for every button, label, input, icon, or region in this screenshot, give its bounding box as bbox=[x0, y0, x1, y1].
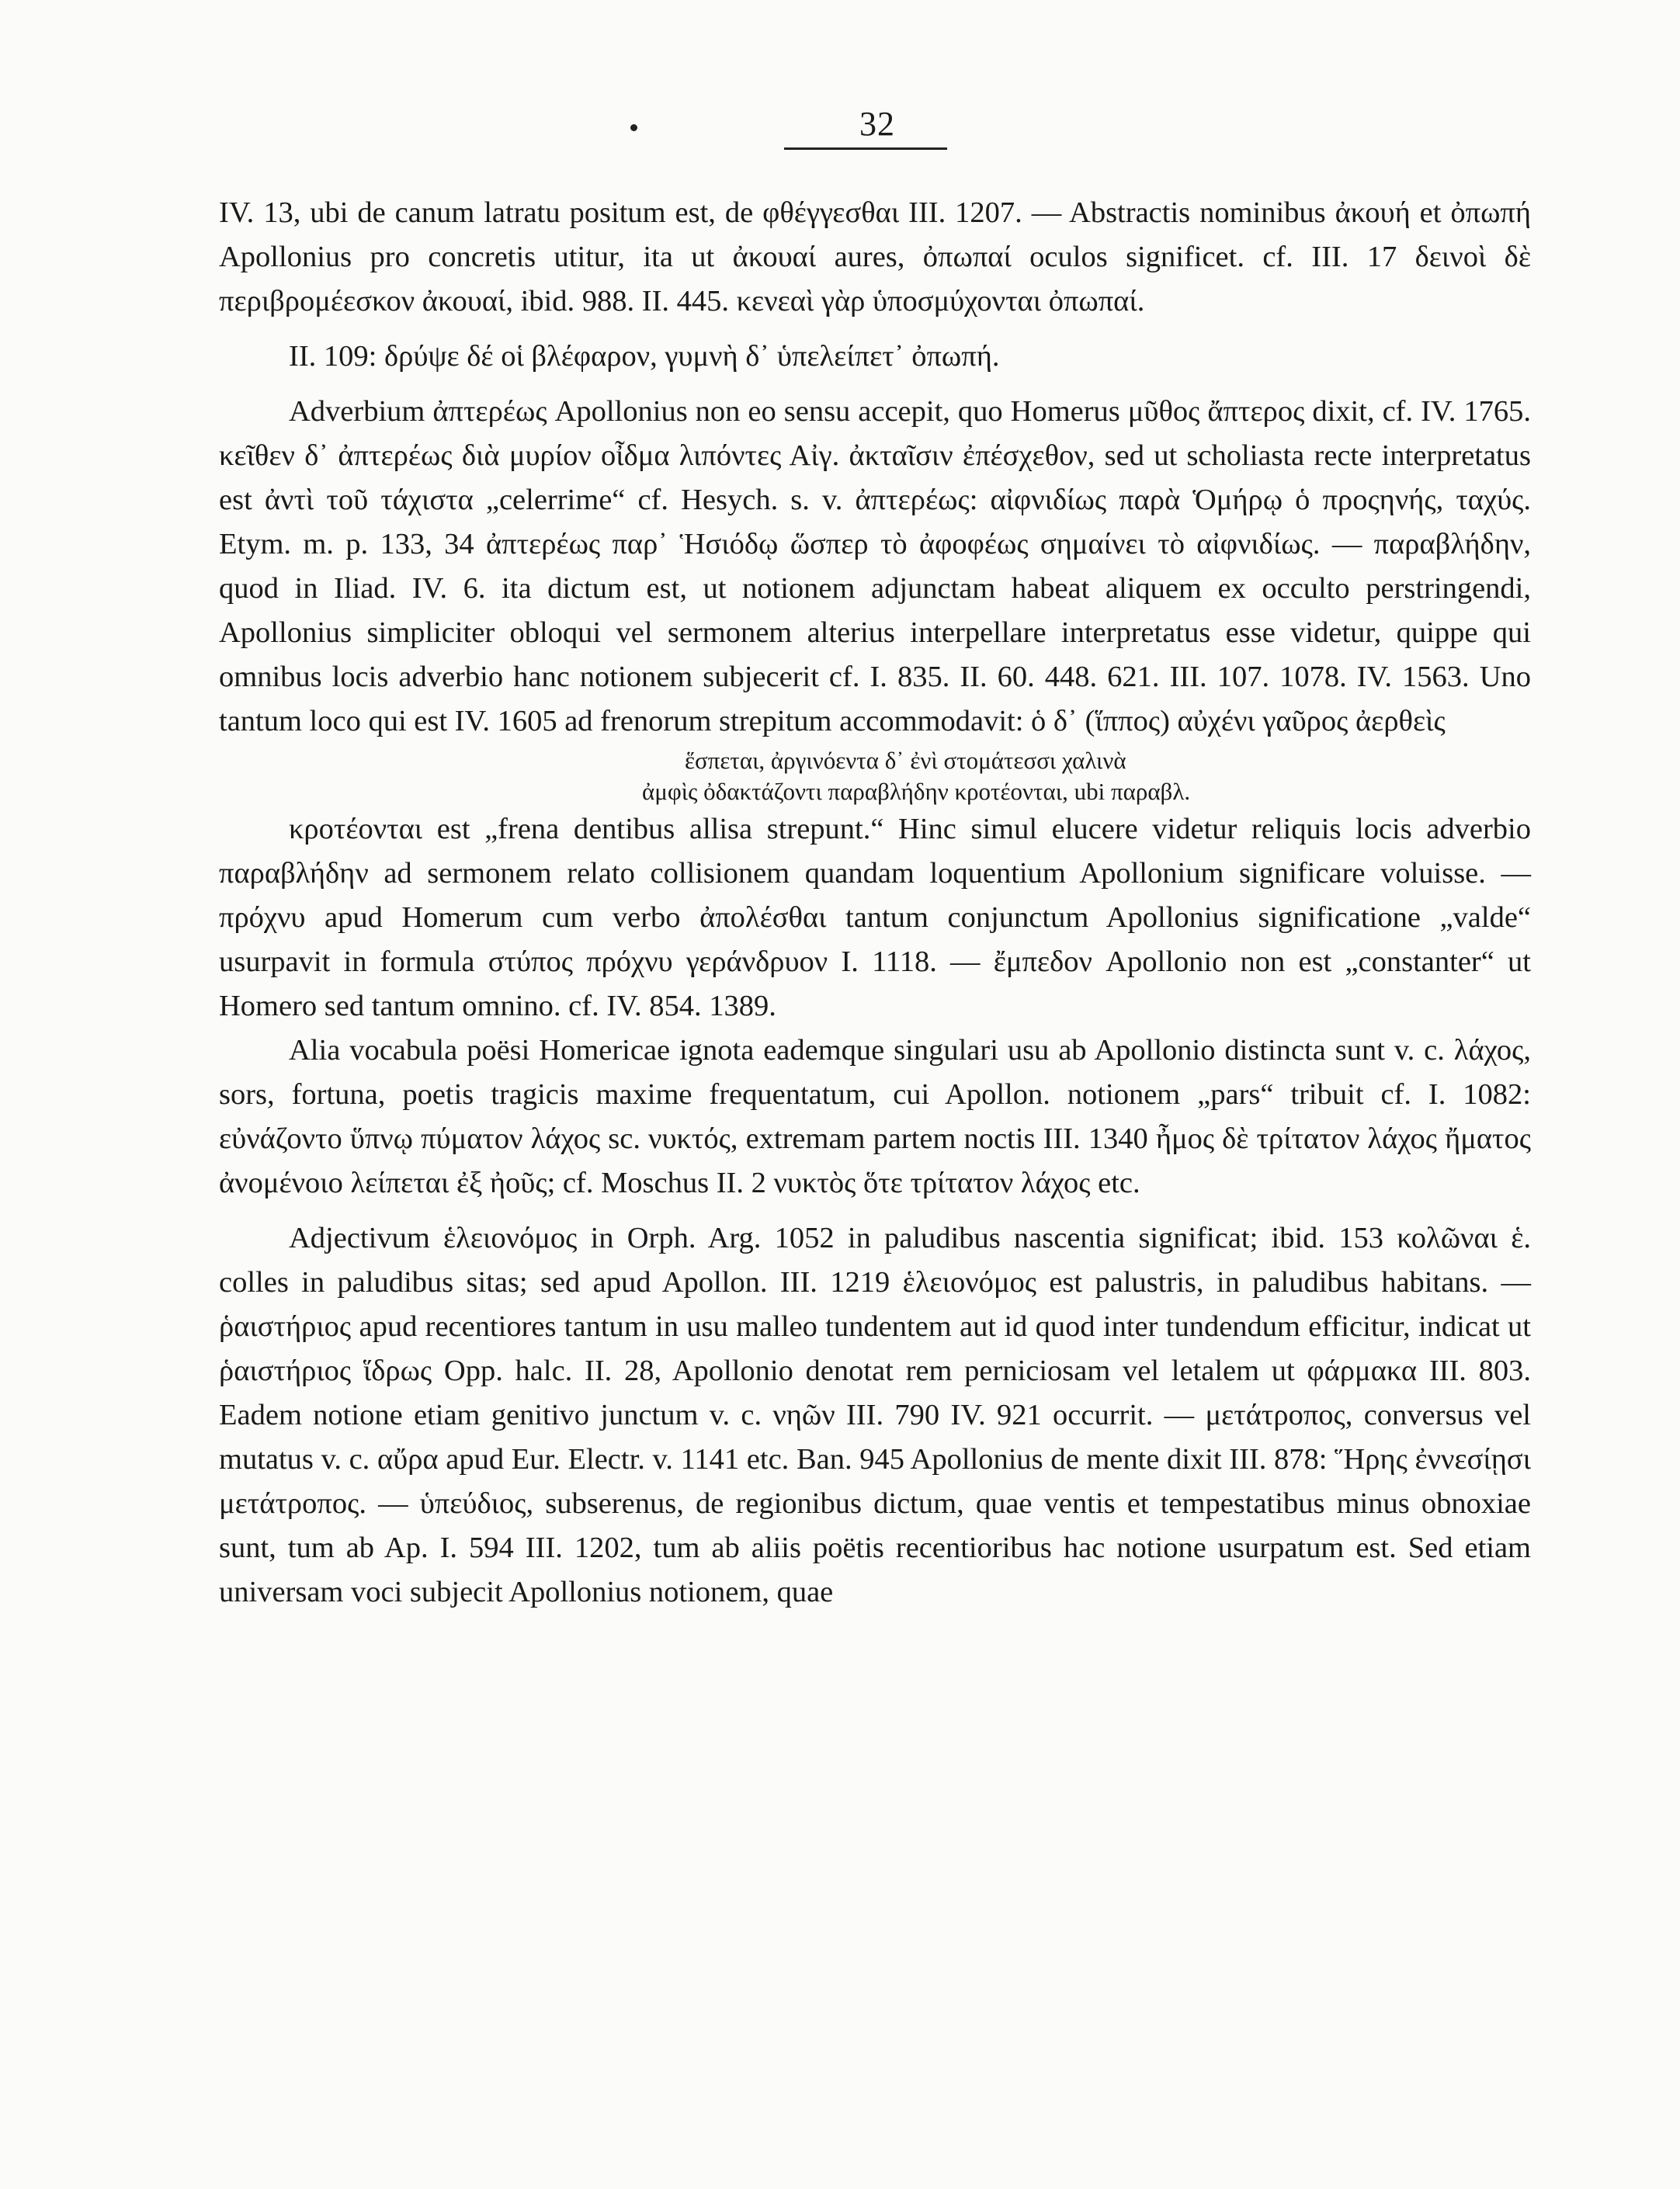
paragraph-1: IV. 13, ubi de canum latratu positum est, de φθέγγεσθαι III. 1207. — Abstractis nominibus ἀκουή et ὀπωπή Apollonius pro concretis utitur, ita ut ἀκουαί aures, ὀπωπαί oculos significet. cf. III. 17 δεινοὶ δὲ περιβρομέεσκον ἀκουαί, ibid. 988. II. 445. κενεαὶ γὰρ ὑποσμύχονται ὀπωπαί. bbox=[219, 196, 1531, 317]
verse-line-2: ἀμφὶς ὀδακτάζοντι παραβλήδην κροτέονται, ubi παραβλ. bbox=[642, 778, 1191, 805]
margin-dot bbox=[630, 124, 637, 131]
paragraph-6: Adjectivum ἑλειονόμος in Orph. Arg. 1052 in paludibus nascentia significat; ibid. 153 κολῶναι ἑ. colles in paludibus sitas; sed apud Apollon. III. 1219 ἑλειονόμος est palustris, in paludibus habitans. — ῥαιστήριος apud recentiores tantum in usu malleo tundentem aut id quod inter tundendum efficitur, indicat ut ῥαιστήριος ἵδρως Opp. halc. II. 28, Apollonio denotat rem perniciosam vel letalem ut φάρμακα III. 803. Eadem notione etiam genitivo junctum v. c. νηῶν III. 790 IV. 921 occurrit. — μετάτροπος, conversus vel mutatus v. c. αὔρα apud Eur. Electr. v. 1141 etc. Ban. 945 Apollonius de mente dixit III. 878: Ἥρης ἐννεσίῃσι μετάτροπος. — ὑπεύδιος, subserenus, de regionibus dictum, quae ventis et tempestatibus minus obnoxiae sunt, tum ab Ap. I. 594 III. 1202, tum ab aliis poëtis recentioribus hac notione usurpatum est. Sed etiam universam voci subjecit Apollonius notionem, quae bbox=[219, 1222, 1531, 1608]
paragraph-5: Alia vocabula poësi Homericae ignota eademque singulari usu ab Apollonio distincta sunt v. c. λάχος, sors, fortuna, poetis tragicis maxime frequentatum, cui Apollon. notionem „pars“ tribuit cf. I. 1082: εὐνάζοντο ὕπνῳ πύματον λάχος sc. νυκτός, extremam partem noctis III. 1340 ἦμος δὲ τρίτατον λάχος ἤματος ἀνομένοιο λείπεται ἐξ ἠοῦς; cf. Moschus II. 2 νυκτὸς ὅτε τρίτατον λάχος etc. bbox=[219, 1034, 1531, 1199]
page-number-rule bbox=[784, 147, 947, 150]
paragraph-2: II. 109: δρύψε δέ οἱ βλέφαρον, γυμνὴ δ᾽ ὑπελείπετ᾽ ὀπωπή. bbox=[289, 340, 1000, 373]
verse-line-1: ἕσπεται, ἀργινόεντα δ᾽ ἐνὶ στομάτεσσι χαλινὰ bbox=[685, 747, 1126, 774]
verse-quotation bbox=[219, 745, 1531, 807]
body-text bbox=[219, 191, 1531, 1615]
paragraph-4: κροτέονται est „frena dentibus allisa strepunt.“ Hinc simul elucere videtur reliquis locis adverbio παραβλήδην ad sermonem relato collisionem quandam loquentium Apollonium significare voluisse. — πρόχνυ apud Homerum cum verbo ἀπολέσθαι tantum conjunctum Apollonius significatione „valde“ usurpavit in formula στύπος πρόχνυ γεράνδρυον I. 1118. — ἔμπεδον Apollonio non est „constanter“ ut Homero sed tantum omnino. cf. IV. 854. 1389. bbox=[219, 813, 1531, 1022]
paragraph-3: Adverbium ἀπτερέως Apollonius non eo sensu accepit, quo Homerus μῦθος ἄπτερος dixit, cf. IV. 1765. κεῖθεν δ᾽ ἀπτερέως διὰ μυρίον οἶδμα λιπόντες Αἰγ. ἀκταῖσιν ἐπέσχεθον, sed ut scholiasta recte interpretatus est ἀντὶ τοῦ τάχιστα „celerrime“ cf. Hesych. s. v. ἀπτερέως: αἰφνιδίως παρὰ Ὁμήρῳ ὁ προςηνής, ταχύς. Etym. m. p. 133, 34 ἀπτερέως παρ᾽ Ἡσιόδῳ ὥσπερ τὸ ἀφοφέως σημαίνει τὸ αἰφνιδίως. — παραβλήδην, quod in Iliad. IV. 6. ita dictum est, ut notionem adjunctam habeat aliquem ex occulto perstringendi, Apollonius simpliciter obloqui vel sermonem alterius interpellare interpretatus esse videtur, quippe qui omnibus locis adverbio hanc notionem subjecerit cf. I. 835. II. 60. 448. 621. III. 107. 1078. IV. 1563. Uno tantum loco qui est IV. 1605 ad frenorum strepitum accommodavit: ὁ δ᾽ (ἵππος) αὐχένι γαῦρος ἀερθεὶς bbox=[219, 395, 1531, 737]
page-number: 32 bbox=[859, 105, 895, 143]
